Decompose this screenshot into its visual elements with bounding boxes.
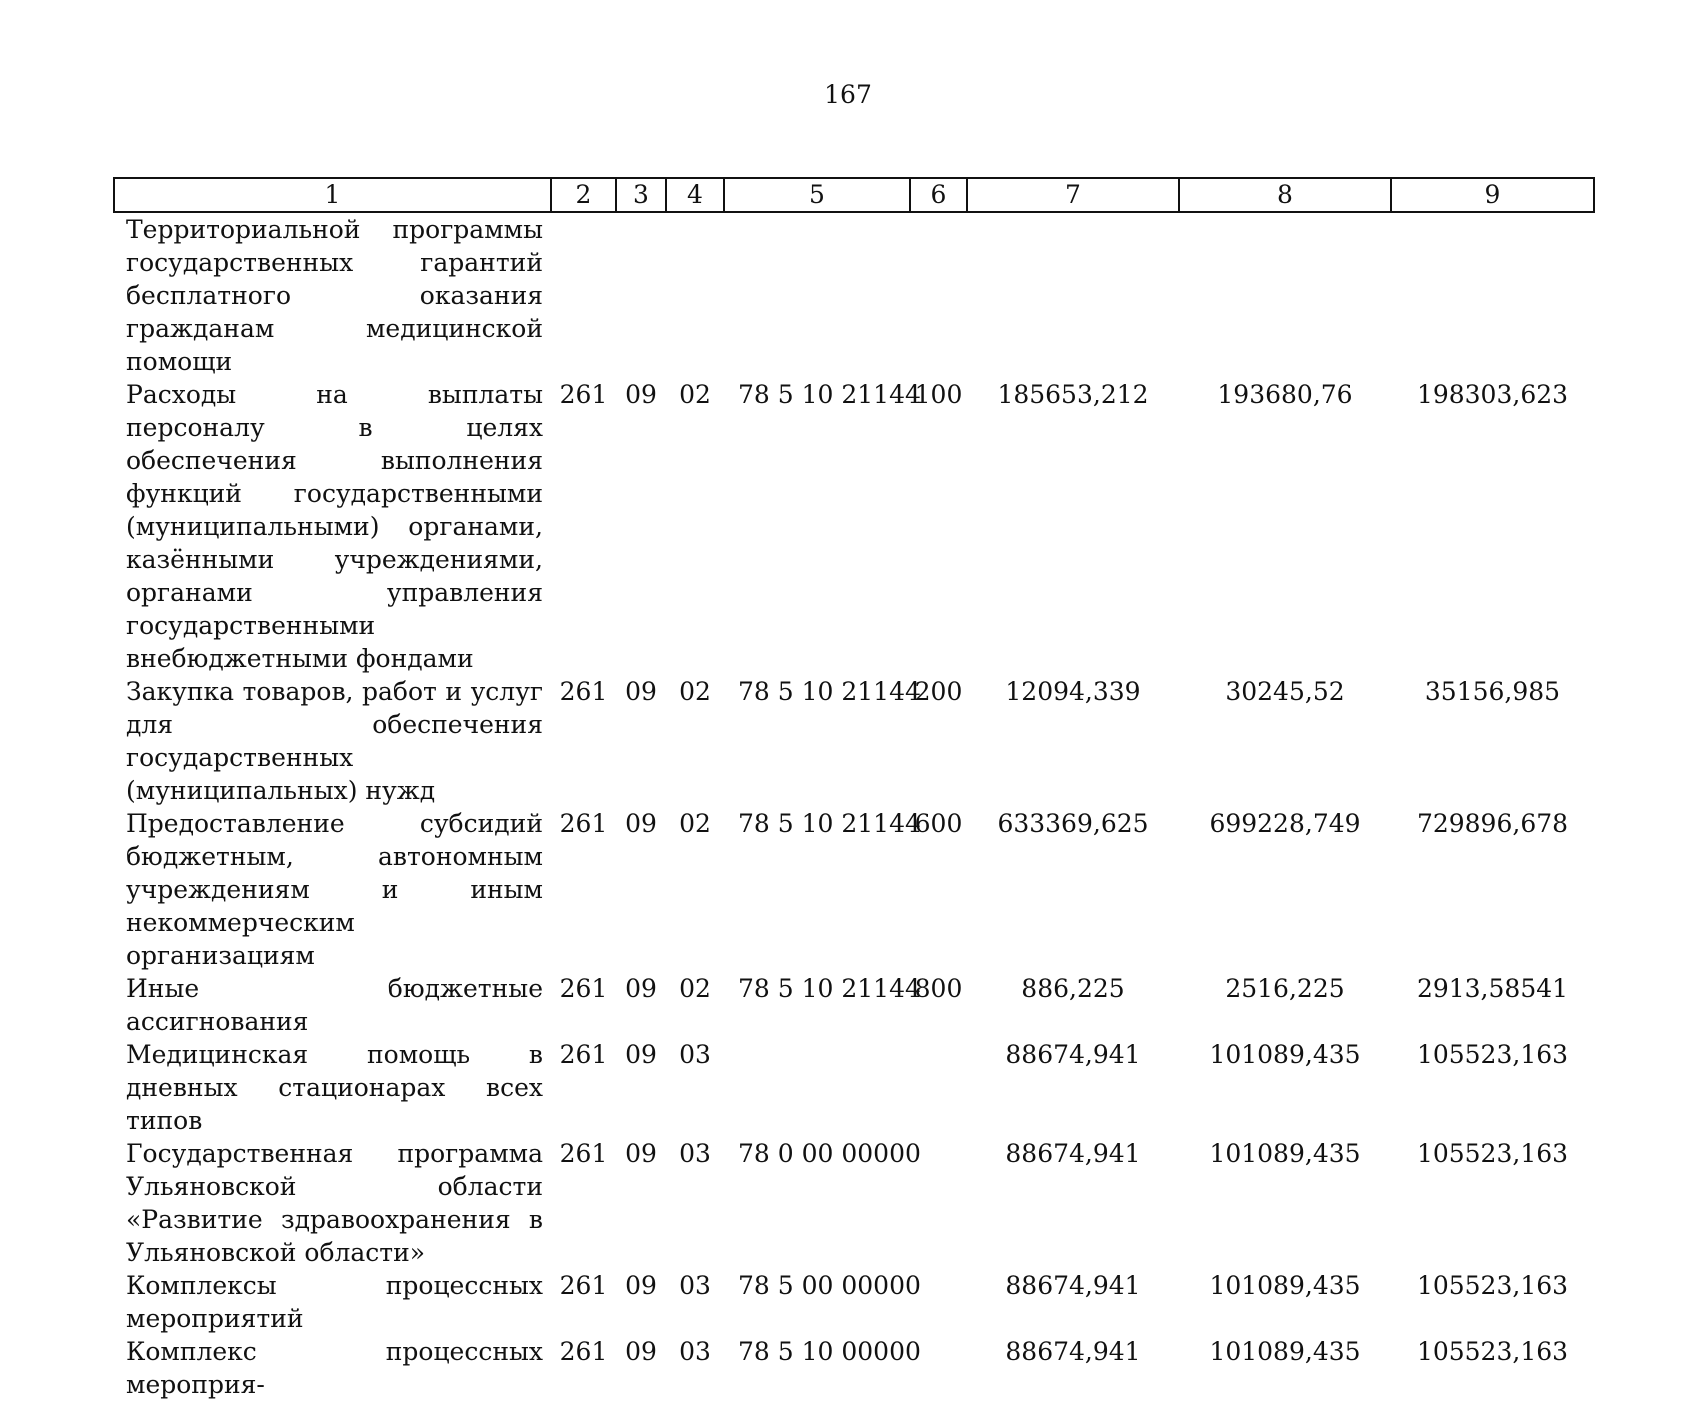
row-sum-3: 105523,163 [1416,1040,1569,1069]
row-pr: 02 [679,380,711,409]
row-name: Комплекс процессных мероприя- [126,1337,543,1399]
row-rz: 09 [625,1139,657,1168]
row-ved: 261 [559,677,608,706]
row-rz [616,212,666,378]
row-sum-1 [967,212,1179,378]
row-name: Иные бюджетные ассигнования [126,974,543,1036]
row-pr: 03 [679,1139,711,1168]
budget-table [113,177,1595,1401]
row-ved: 261 [559,974,608,1003]
row-name: Закупка товаров, работ и услуг для обеспечения государственных (муниципальных) нужд [126,677,543,805]
row-vr [910,1038,967,1137]
column-header-5: 5 [724,178,910,212]
row-sum-3: 35156,985 [1424,677,1561,706]
row-sum-2: 2516,225 [1225,974,1345,1003]
row-sum-3: 198303,623 [1416,380,1569,409]
row-sum-1: 88674,941 [1005,1271,1141,1300]
column-header-2: 2 [551,178,616,212]
column-header-6: 6 [910,178,967,212]
row-sum-1: 88674,941 [1005,1337,1141,1366]
row-csr: 78 5 10 21144 [738,380,921,409]
row-sum-3: 105523,163 [1416,1271,1569,1300]
row-rz: 09 [625,809,657,838]
table-row [114,1137,1594,1269]
row-sum-2: 101089,435 [1209,1040,1361,1069]
row-name: Предоставление субсидий бюджетным, автономным учреждениям и иным некоммерческим организациям [126,809,543,970]
row-ved: 261 [559,1040,608,1069]
row-sum-1: 185653,212 [997,380,1149,409]
row-sum-1: 12094,339 [1005,677,1141,706]
row-sum-3: 105523,163 [1416,1139,1569,1168]
table-row [114,675,1594,807]
row-sum-1: 88674,941 [1005,1040,1141,1069]
row-rz: 09 [625,1337,657,1366]
row-name: Расходы на выплаты персоналу в целях обеспечения выполнения функций государственными (муниципальными) органами, казёнными учреждениями, органами управления государственными внебюджетными фондами [126,380,543,673]
row-sum-1: 633369,625 [997,809,1149,838]
column-header-7: 7 [967,178,1179,212]
column-header-3: 3 [616,178,666,212]
row-rz: 09 [625,1040,657,1069]
row-vr: 600 [914,809,963,838]
table-row [114,212,1594,378]
row-pr: 02 [679,809,711,838]
row-vr: 100 [914,380,963,409]
row-ved: 261 [559,809,608,838]
row-name: Территориальной программы государственных гарантий бесплатного оказания гражданам медицинской помощи [126,215,543,376]
row-rz: 09 [625,677,657,706]
row-sum-2: 101089,435 [1209,1337,1361,1366]
row-ved: 261 [559,1271,608,1300]
table-row [114,1038,1594,1137]
row-rz: 09 [625,380,657,409]
row-csr [724,212,910,378]
row-csr: 78 5 10 21144 [738,677,921,706]
row-ved: 261 [559,1139,608,1168]
row-sum-2: 193680,76 [1217,380,1353,409]
column-header-1: 1 [114,178,551,212]
row-name: Медицинская помощь в дневных стационарах всех типов [126,1040,543,1135]
row-pr: 03 [679,1337,711,1366]
row-csr: 78 5 10 21144 [738,809,921,838]
row-sum-2 [1179,212,1391,378]
column-header-9: 9 [1391,178,1594,212]
row-rz: 09 [625,974,657,1003]
table-header-row [114,178,1594,212]
row-csr: 78 5 00 00000 [738,1271,921,1300]
row-sum-3 [1391,212,1594,378]
table-row [114,1335,1594,1401]
table-row [114,378,1594,675]
row-name: Комплексы процессных мероприятий [126,1271,543,1333]
row-sum-2: 101089,435 [1209,1139,1361,1168]
row-sum-3: 2913,58541 [1416,974,1569,1003]
row-pr: 03 [679,1271,711,1300]
row-ved [551,212,616,378]
row-csr: 78 0 00 00000 [738,1139,921,1168]
row-ved: 261 [559,1337,608,1366]
row-sum-1: 88674,941 [1005,1139,1141,1168]
row-csr: 78 5 10 21144 [738,974,921,1003]
row-vr: 200 [914,677,963,706]
row-pr [666,212,724,378]
row-sum-3: 729896,678 [1416,809,1569,838]
row-csr: 78 5 10 00000 [738,1337,921,1366]
column-header-4: 4 [666,178,724,212]
table-row [114,972,1594,1038]
row-pr: 02 [679,677,711,706]
row-pr: 02 [679,974,711,1003]
row-sum-3: 105523,163 [1416,1337,1569,1366]
row-ved: 261 [559,380,608,409]
row-sum-2: 101089,435 [1209,1271,1361,1300]
table-row [114,807,1594,972]
table-row [114,1269,1594,1335]
row-name: Государственная программа Ульяновской области «Развитие здравоохранения в Ульяновской области» [126,1139,543,1267]
row-sum-2: 699228,749 [1209,809,1361,838]
row-sum-1: 886,225 [1021,974,1125,1003]
row-rz: 09 [625,1271,657,1300]
row-vr: 800 [914,974,963,1003]
row-csr [724,1038,910,1137]
column-header-8: 8 [1179,178,1391,212]
row-sum-2: 30245,52 [1225,677,1345,706]
page-number: 167 [824,80,872,109]
row-pr: 03 [679,1040,711,1069]
row-vr [910,212,967,378]
